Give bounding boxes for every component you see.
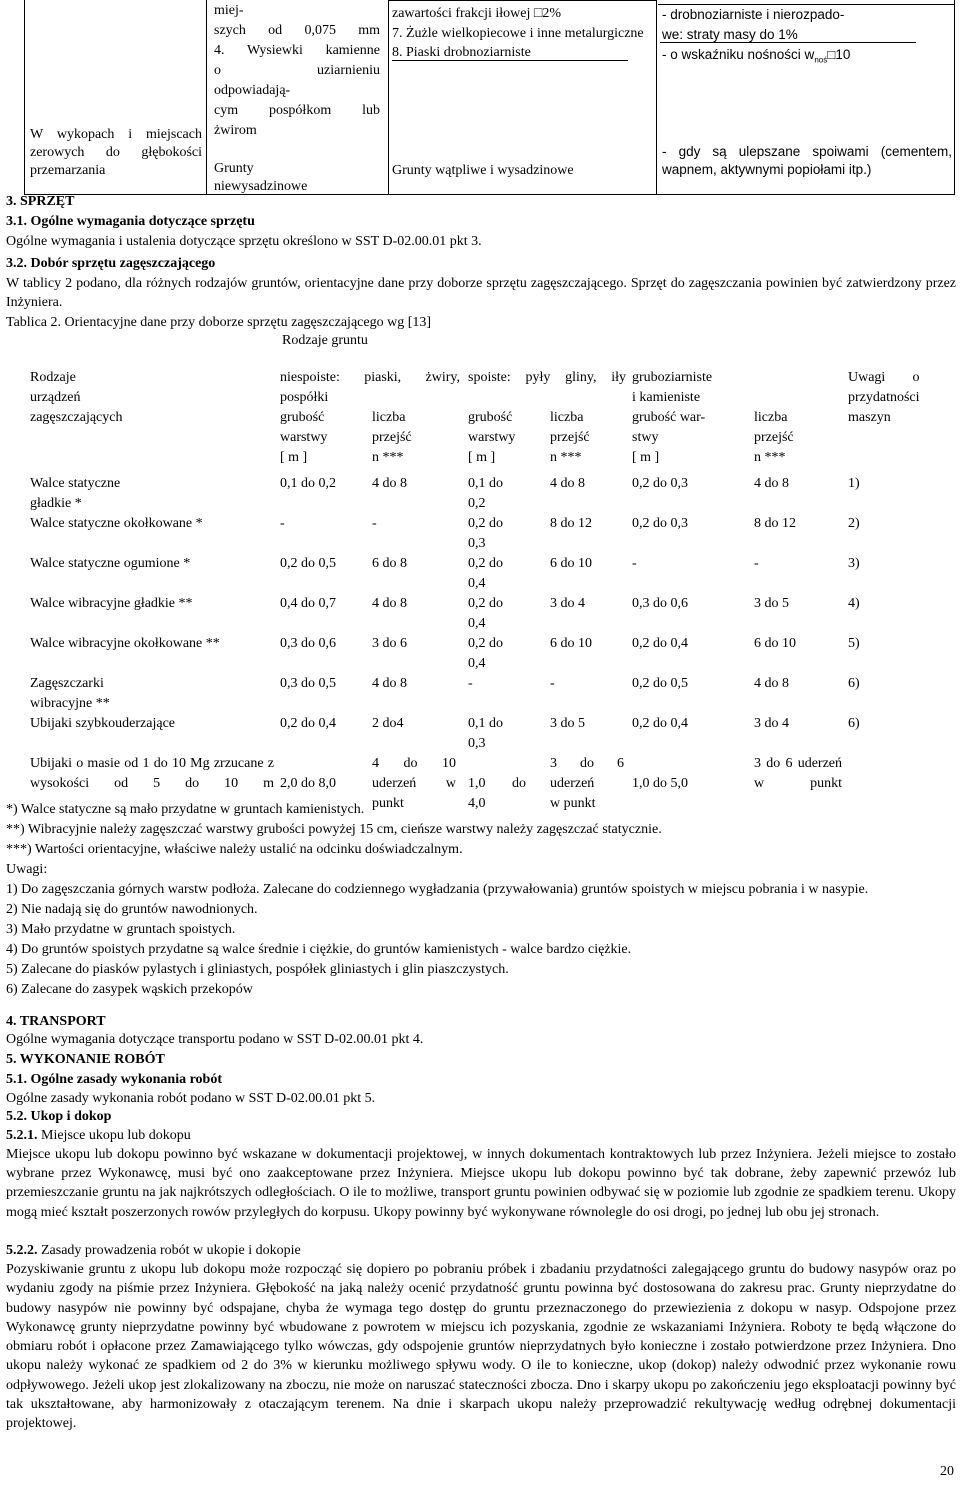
cell-device (30, 634, 280, 674)
cell-device (30, 674, 280, 714)
cell-thickness-2-text: 0,2 do 0,4 (468, 596, 503, 631)
section-5-2-2-number: 5.2.2. (6, 1243, 38, 1258)
cell-passes-3 (754, 674, 848, 714)
top-table-border (24, 194, 955, 195)
top-col4-lower: - gdy są ulepszane spoiwami (cementem, wapnem, aktywnymi popiołami itp.) (662, 144, 952, 177)
top-col4-text-b2: □10 (827, 47, 851, 62)
table-row (30, 554, 946, 594)
section-4-text: Ogólne wymagania dotyczące transportu podano w SST D-02.00.01 pkt 4. (6, 1032, 424, 1047)
sub-thickness-1: grubość warstwy [ m ] (280, 410, 328, 465)
header-coarse: gruboziarniste i kamieniste (632, 370, 713, 405)
note-line: Uwagi: (6, 862, 48, 877)
cell-device-text: Ubijaki szybkouderzające (30, 716, 175, 731)
cell-thickness-3 (632, 594, 754, 634)
top-table-border (388, 0, 389, 194)
cell-device-text: Walce statyczne ogumione * (30, 556, 191, 571)
table-row (30, 514, 946, 554)
table-row (30, 634, 946, 674)
section-3-1-heading: 3.1. Ogólne wymagania dotyczące sprzętu (6, 214, 255, 229)
cell-notes (848, 674, 946, 714)
section-5-1-text: Ogólne zasady wykonania robót podano w SST D-02.00.01 pkt 5. (6, 1091, 376, 1106)
cell-thickness-3 (632, 514, 754, 554)
cell-passes-2 (550, 554, 632, 594)
cell-passes-1 (372, 634, 468, 674)
cell-thickness-1 (280, 594, 372, 634)
cell-passes-2-text: 8 do 12 (550, 516, 592, 531)
section-4-heading: 4. TRANSPORT (6, 1014, 106, 1029)
cell-thickness-1 (280, 634, 372, 674)
cell-passes-2-text: 3 do 6 uderzeń w punkt (550, 756, 624, 811)
cell-passes-1 (372, 514, 468, 554)
table-notes (6, 800, 956, 1000)
section-5-2-1-heading (6, 1126, 191, 1146)
table-row (30, 594, 946, 634)
cell-thickness-2 (468, 514, 550, 554)
cell-thickness-1 (280, 554, 372, 594)
header-notes: Uwagi o przydatności maszyn (848, 370, 920, 425)
sub-passes-3: liczba przejść n *** (754, 410, 794, 465)
cell-passes-3-text: 6 do 10 (754, 636, 796, 651)
cell-passes-1 (372, 594, 468, 634)
cell-passes-3 (754, 514, 848, 554)
cell-thickness-3-text: 0,2 do 0,4 (632, 716, 688, 731)
cell-thickness-3-text: 0,2 do 0,4 (632, 636, 688, 651)
cell-passes-2 (550, 594, 632, 634)
note-line: *) Walce statyczne są mało przydatne w gruntach kamienistych. (6, 802, 365, 817)
cell-passes-3 (754, 714, 848, 754)
cell-thickness-3 (632, 714, 754, 754)
top-col4-upper (662, 5, 952, 71)
note-line: 1) Do zagęszczania górnych warstw podłoża. Zalecane do codziennego wygładzania (przywałowania) gruntów spoistych w miejscu pobrania i w nasypie. (6, 882, 869, 897)
cell-thickness-1-text: 0,2 do 0,4 (280, 716, 336, 731)
top-col3-lower: Grunty wątpliwe i wysadzinowe (392, 163, 574, 178)
section-5-2-2-text: Pozyskiwanie gruntu z ukopu lub dokopu może rozpocząć się dopiero po pobraniu próbek i zbadaniu przydatności zalegającego gruntu do budowy nasypów oraz po wydaniu zgody na piśmie przez Inżyniera. Głębokość na jaką należy ocenić przydatność gruntu powinna być dostosowana do zakresu prac. Grunty nieprzydatne do budowy nasypów nie powinny być odspajane, chyba że wymaga tego dostęp do gruntu przeznaczonego do przewiezienia z dokopu w nasyp. Odspojone przez Wykonawcę grunty nieprzydatne powinny być wbudowane z powrotem w miejscu ich pozyskania, zgodnie ze wskazaniami Inżyniera. Roboty te będą włączone do obmiaru robót i opłacone przez Zamawiającego tylko wówczas, gdy odspojenie gruntów nieprzydatnych było konieczne i zostało potwierdzone przez Inżyniera. Dno ukopu należy wykonać ze spadkiem od 2 do 3% w kierunku możliwego spływu wody. O ile to konieczne, ukop (dokop) należy odwodnić przez wykonanie rowu odpływowego. Jeżeli ukop jest zlokalizowany na zboczu, nie może on naruszać stateczności zbocza. Dno i skarpy ukopu po zakończeniu jego eksploatacji powinny być tak ukształtowane, aby harmonizowały z otaczającym terenem. Na dnie i skarpach ukopu należy przeprowadzić rekultywację według odrębnej dokumentacji projektowej. (6, 1262, 956, 1432)
table-2-caption: Tablica 2. Orientacyjne dane przy doborze sprzętu zagęszczającego wg [13] (6, 315, 432, 330)
cell-passes-3 (754, 594, 848, 634)
cell-device (30, 554, 280, 594)
cell-device (30, 514, 280, 554)
cell-notes (848, 514, 946, 554)
section-5-2-1-title: Miejsce ukopu lub dokopu (37, 1128, 191, 1143)
cell-notes-text: 1) (848, 476, 860, 491)
header-cohesive: spoiste: pyły gliny, iły (468, 370, 626, 385)
table-row (30, 674, 946, 714)
section-5-2-1-number: 5.2.1. (6, 1128, 38, 1143)
cell-thickness-2 (468, 634, 550, 674)
cell-passes-1-text: 4 do 8 (372, 676, 407, 691)
cell-thickness-1-text: 0,3 do 0,5 (280, 676, 336, 691)
cell-notes (848, 594, 946, 634)
cell-passes-2 (550, 674, 632, 714)
cell-passes-1-text: 4 do 8 (372, 596, 407, 611)
header-device: Rodzaje urządzeń zagęszczających (30, 370, 123, 425)
cell-notes (848, 474, 946, 514)
cell-passes-3-text: - (754, 556, 759, 571)
cell-passes-2-text: - (550, 676, 555, 691)
section-5-2-2-heading (6, 1241, 301, 1261)
table-row (30, 474, 946, 514)
sub-thickness-3: grubość war- stwy [ m ] (632, 410, 706, 465)
cell-thickness-3-text: - (632, 556, 637, 571)
cell-device: Ubijaki o masie od 1 do 10 Mg zrzucane z wysokości od 5 do 10 m (30, 756, 274, 791)
cell-thickness-1-text: 0,3 do 0,6 (280, 636, 336, 651)
cell-thickness-3 (632, 474, 754, 514)
cell-thickness-1 (280, 714, 372, 754)
cell-thickness-3-text: 0,3 do 0,6 (632, 596, 688, 611)
cell-thickness-3: 1,0 do 5,0 (632, 776, 688, 791)
sub-passes-2: liczba przejść n *** (550, 410, 590, 465)
top-col4-sub: noś (814, 55, 828, 65)
cell-passes-2 (550, 514, 632, 554)
cell-notes-text: 2) (848, 516, 860, 531)
top-table-border (388, 0, 656, 1)
cell-notes (848, 634, 946, 674)
cell-thickness-2-text: - (468, 676, 473, 691)
top-table-border (24, 0, 25, 194)
cell-notes-text: 5) (848, 636, 860, 651)
top-col4-text-a: - drobnoziarniste i nierozpado- we: straty masy do 1% (662, 7, 845, 42)
cell-thickness-2 (468, 714, 550, 754)
cell-passes-3-text: 3 do 4 (754, 716, 789, 731)
top-col3-upper: zawartości frakcji iłowej □2% 7. Żużle wielkopiecowe i inne metalurgiczne 8. Piaski drobnoziarniste (392, 6, 644, 60)
cell-device-text: Zagęszczarki wibracyjne ** (30, 676, 110, 711)
cell-passes-1-text: - (372, 516, 377, 531)
cell-thickness-2-text: 0,1 do 0,3 (468, 716, 503, 751)
top-col4-text-b1: - o wskaźniku nośności w (662, 47, 815, 62)
cell-passes-2-text: 4 do 8 (550, 476, 585, 491)
cell-passes-1-text: 2 do4 (372, 716, 404, 731)
top-col2-lower: Grunty niewysadzinowe (214, 161, 308, 194)
cell-thickness-3-text: 0,2 do 0,3 (632, 516, 688, 531)
cell-passes-2-text: 3 do 5 (550, 716, 585, 731)
cell-thickness-3-text: 0,2 do 0,3 (632, 476, 688, 491)
cell-passes-1 (372, 554, 468, 594)
soil-types-header: Rodzaje gruntu (282, 333, 368, 348)
cell-thickness-3 (632, 674, 754, 714)
top-table-border (954, 0, 955, 194)
header-non-cohesive: niespoiste: piaski, żwiry, pospółki (280, 370, 460, 405)
sub-thickness-2: grubość warstwy [ m ] (468, 410, 516, 465)
note-line: 2) Nie nadają się do gruntów nawodnionych. (6, 902, 258, 917)
table-row (30, 714, 946, 754)
cell-passes-2 (550, 634, 632, 674)
cell-notes-text: 3) (848, 556, 860, 571)
top-col1-lower: W wykopach i miejscach zerowych do głębokości przemarzania (30, 127, 202, 178)
cell-passes-3 (754, 554, 848, 594)
cell-passes-1-text: 3 do 6 (372, 636, 407, 651)
cell-notes (848, 554, 946, 594)
note-line: 3) Mało przydatne w gruntach spoistych. (6, 922, 236, 937)
note-line: 5) Zalecane do piasków pylastych i gliniastych, pospółek gliniastych i glin piaszczystych. (6, 962, 509, 977)
cell-notes-text: 6) (848, 716, 860, 731)
cell-thickness-2 (468, 474, 550, 514)
section-3-heading: 3. SPRZĘT (6, 194, 75, 209)
cell-thickness-2-text: 1,0 do 4,0 (468, 776, 526, 811)
cell-thickness-2-text: 0,1 do 0,2 (468, 476, 503, 511)
cell-notes-text: 4) (848, 596, 860, 611)
section-5-2-1-text: Miejsce ukopu lub dokopu powinno być wskazane w dokumentacji projektowej, w innych dokumentach kontraktowych lub przez Inżyniera. Jeżeli miejsce to zostało wybrane przez Wykonawcę, musi być ono zaakceptowane przez Inżyniera. Miejsce ukopu lub dokopu powinno być tak dobrane, żeby zapewnić przewóz lub przemieszczanie gruntu na jak najkrótszych odległościach. O ile to możliwe, transport gruntu powinien odbywać się w poziomie lub zgodnie ze spadkiem terenu. Ukopy mogą mieć kształt poszerzonych rowów przyległych do korpusu. Ukopy powinny być wykonywane równolegle do osi drogi, po jednej lub obu jej stronach. (6, 1147, 956, 1220)
cell-device (30, 594, 280, 634)
cell-passes-2-text: 3 do 4 (550, 596, 585, 611)
note-line: 4) Do gruntów spoistych przydatne są walce średnie i ciężkie, do gruntów kamienistych - walce bardzo ciężkie. (6, 942, 632, 957)
section-5-heading: 5. WYKONANIE ROBÓT (6, 1052, 165, 1067)
section-3-1-text: Ogólne wymagania i ustalenia dotyczące sprzętu określono w SST D-02.00.01 pkt 3. (6, 234, 482, 249)
cell-thickness-1: 2,0 do 8,0 (280, 776, 336, 791)
cell-device-text: Walce statyczne gładkie * (30, 476, 121, 511)
cell-passes-1-text: 6 do 8 (372, 556, 407, 571)
cell-passes-3-text: 4 do 8 (754, 476, 789, 491)
cell-passes-1 (372, 714, 468, 754)
cell-thickness-1-text: 0,4 do 0,7 (280, 596, 336, 611)
cell-thickness-3 (632, 634, 754, 674)
cell-passes-1-text: 4 do 8 (372, 476, 407, 491)
section-5-1-heading: 5.1. Ogólne zasady wykonania robót (6, 1072, 222, 1087)
compaction-table (30, 368, 946, 814)
cell-passes-3-text: 3 do 5 (754, 596, 789, 611)
section-5-2-heading: 5.2. Ukop i dokop (6, 1109, 112, 1124)
cell-passes-1 (372, 674, 468, 714)
cell-thickness-1 (280, 514, 372, 554)
cell-device-text: Walce wibracyjne okołkowane ** (30, 636, 220, 651)
cell-device-text: Walce statyczne okołkowane * (30, 516, 203, 531)
cell-thickness-2 (468, 554, 550, 594)
cell-passes-3: 3 do 6 uderzeń w punkt (754, 756, 842, 791)
top-col2-upper: miej- szych od 0,075 mm 4. Wysiewki kamienne o uziarnieniu odpowiadają- cym pospółkom lub żwirom (214, 3, 380, 138)
cell-thickness-1-text: 0,2 do 0,5 (280, 556, 336, 571)
cell-thickness-2 (468, 674, 550, 714)
cell-thickness-3 (632, 554, 754, 594)
cell-thickness-2-text: 0,2 do 0,4 (468, 636, 503, 671)
cell-thickness-1-text: - (280, 516, 285, 531)
sub-passes-1: liczba przejść n *** (372, 410, 412, 465)
section-3-2-heading: 3.2. Dobór sprzętu zagęszczającego (6, 256, 216, 271)
cell-thickness-2-text: 0,2 do 0,3 (468, 516, 503, 551)
cell-passes-3-text: 8 do 12 (754, 516, 796, 531)
cell-passes-1: 4 do 10 uderzeń w punkt (372, 756, 456, 811)
cell-device (30, 714, 280, 754)
cell-device (30, 474, 280, 514)
cell-thickness-1-text: 0,1 do 0,2 (280, 476, 336, 491)
cell-device-text: Walce wibracyjne gładkie ** (30, 596, 193, 611)
cell-passes-3-text: 4 do 8 (754, 676, 789, 691)
cell-thickness-3-text: 0,2 do 0,5 (632, 676, 688, 691)
section-3-2-text: W tablicy 2 podano, dla różnych rodzajów gruntów, orientacyjne dane przy doborze sprzętu zagęszczającego. Sprzęt do zagęszczania powinien być zatwierdzony przez Inżyniera. (6, 276, 956, 310)
cell-notes (848, 714, 946, 754)
table-header-row (30, 368, 946, 408)
cell-passes-3 (754, 474, 848, 514)
cell-passes-2 (550, 474, 632, 514)
top-table-border (206, 0, 207, 194)
note-line: ***) Wartości orientacyjne, właściwe należy ustalić na odcinku doświadczalnym. (6, 842, 463, 857)
top-col4-text-b (662, 45, 952, 71)
cell-thickness-1 (280, 674, 372, 714)
cell-thickness-2-text: 0,2 do 0,4 (468, 556, 503, 591)
cell-passes-3 (754, 634, 848, 674)
cell-thickness-1 (280, 474, 372, 514)
section-5-2-2-title: Zasady prowadzenia robót w ukopie i dokopie (37, 1243, 301, 1258)
note-line: 6) Zalecane do zasypek wąskich przekopów (6, 982, 253, 997)
cell-passes-2 (550, 714, 632, 754)
cell-passes-2-text: 6 do 10 (550, 556, 592, 571)
cell-passes-2-text: 6 do 10 (550, 636, 592, 651)
cell-thickness-2 (468, 594, 550, 634)
top-table-border (656, 0, 657, 194)
note-line: **) Wibracyjnie należy zagęszczać warstwy grubości powyżej 15 cm, cieńsze warstwy należy zagęszczać statycznie. (6, 822, 662, 837)
cell-notes-text: 6) (848, 676, 860, 691)
cell-passes-1 (372, 474, 468, 514)
page-number: 20 (940, 1464, 954, 1479)
